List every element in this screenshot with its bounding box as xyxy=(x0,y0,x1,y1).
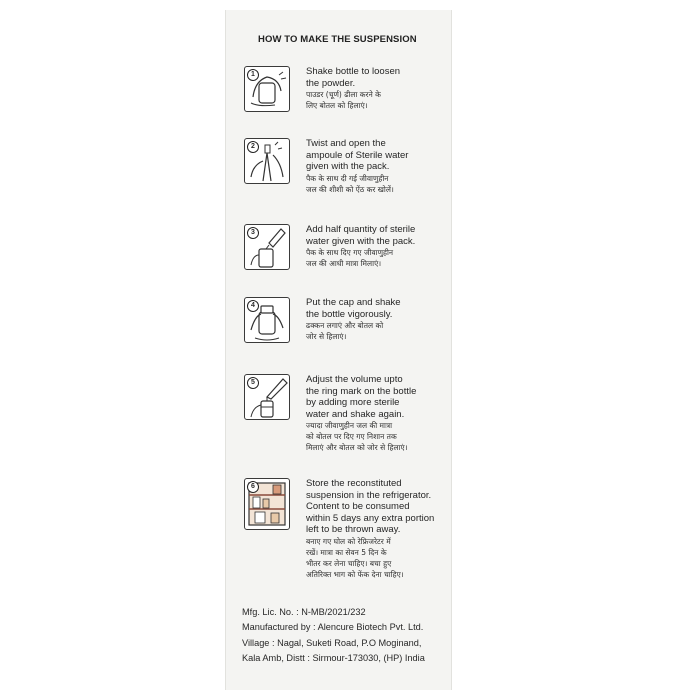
step-text-en: ampoule of Sterile water xyxy=(306,149,409,161)
manufacturer-name: Manufactured by : Alencure Biotech Pvt. Ltd. xyxy=(242,622,424,633)
step-text-hi: भीतर कर लेना चाहिए। बचा हुए xyxy=(306,558,392,568)
step-text-hi: ढक्कन लगाएं और बोतल को xyxy=(306,321,384,331)
step-text-en: Content to be consumed xyxy=(306,501,410,513)
manufacturer-info xyxy=(242,605,447,666)
step-text-hi: बनाए गए घोल को रेफ्रिजरेटर में xyxy=(306,536,391,546)
step-number: 6 xyxy=(247,481,259,493)
step-text-hi: पैक के साथ दी गई जीवाणुहीन xyxy=(306,173,389,183)
step-text-en: given with the pack. xyxy=(306,161,390,173)
step-text-en: suspension in the refrigerator. xyxy=(306,489,432,501)
step-text-en: by adding more sterile xyxy=(306,397,400,409)
step-text-hi: जोर से हिलाएं। xyxy=(306,332,347,342)
step-number: 1 xyxy=(247,69,259,81)
step-text-hi: अतिरिक्त भाग को फेंक देना चाहिए। xyxy=(306,569,404,579)
license-number: Mfg. Lic. No. : N-MB/2021/232 xyxy=(242,607,366,617)
step-text-en: Put the cap and shake xyxy=(306,297,401,308)
step-text-en: water given with the pack. xyxy=(306,235,416,247)
step-text-hi: लिए बोतल को हिलाएं। xyxy=(306,101,368,111)
step-text-en: Shake bottle to loosen xyxy=(306,66,401,77)
step-text-en: the bottle vigorously. xyxy=(306,308,393,320)
step-number: 3 xyxy=(247,227,259,239)
step-text-en: water and shake again. xyxy=(306,408,405,420)
step-text-en: the powder. xyxy=(306,77,356,89)
step-text-en: left to be thrown away. xyxy=(306,524,401,536)
page-title: HOW TO MAKE THE SUSPENSION xyxy=(258,34,417,45)
step-text-en: Add half quantity of sterile xyxy=(306,224,416,235)
step-text-en: the ring mark on the bottle xyxy=(306,385,417,397)
step-text-hi: जल की आधी मात्रा मिलाएं। xyxy=(306,259,382,269)
step-number: 5 xyxy=(247,377,259,389)
step-text-hi: पैक के साथ दिए गए जीवाणुहीन xyxy=(306,248,394,258)
pour-water-icon xyxy=(244,224,290,270)
shake-bottle-icon xyxy=(244,66,290,112)
step-text-en: Twist and open the xyxy=(306,138,386,149)
step-number: 4 xyxy=(247,300,259,312)
adjust-volume-icon xyxy=(244,374,290,420)
open-ampoule-icon xyxy=(244,138,290,184)
step-text-en: Adjust the volume upto xyxy=(306,374,403,385)
step-text-hi: को बोतल पर दिए गए निशान तक xyxy=(306,432,397,442)
step-text-en: Store the reconstituted xyxy=(306,478,402,489)
step-text-hi: रखें। मात्रा का सेवन 5 दिन के xyxy=(306,547,387,557)
cap-shake-icon xyxy=(244,297,290,343)
step-text-hi: जल की शीशी को ऐंठ कर खोलें। xyxy=(306,184,394,194)
address-line-1: Village : Nagal, Suketi Road, P.O Moginand, xyxy=(242,637,422,648)
step-text-hi: मिलाएं और बोतल को जोर से हिलाएं। xyxy=(306,443,408,453)
refrigerator-icon xyxy=(244,478,290,530)
instruction-panel xyxy=(225,10,452,690)
step-text-hi: पाउडर (चूर्ण) ढीला करने के xyxy=(306,90,381,100)
step-text-hi: ज्यादा जीवाणुहीन जल की मात्रा xyxy=(306,421,393,431)
step-number: 2 xyxy=(247,141,259,153)
step-text-en: within 5 days any extra portion xyxy=(306,512,435,524)
address-line-2: Kala Amb, Distt : Sirmour-173030, (HP) India xyxy=(242,652,425,663)
